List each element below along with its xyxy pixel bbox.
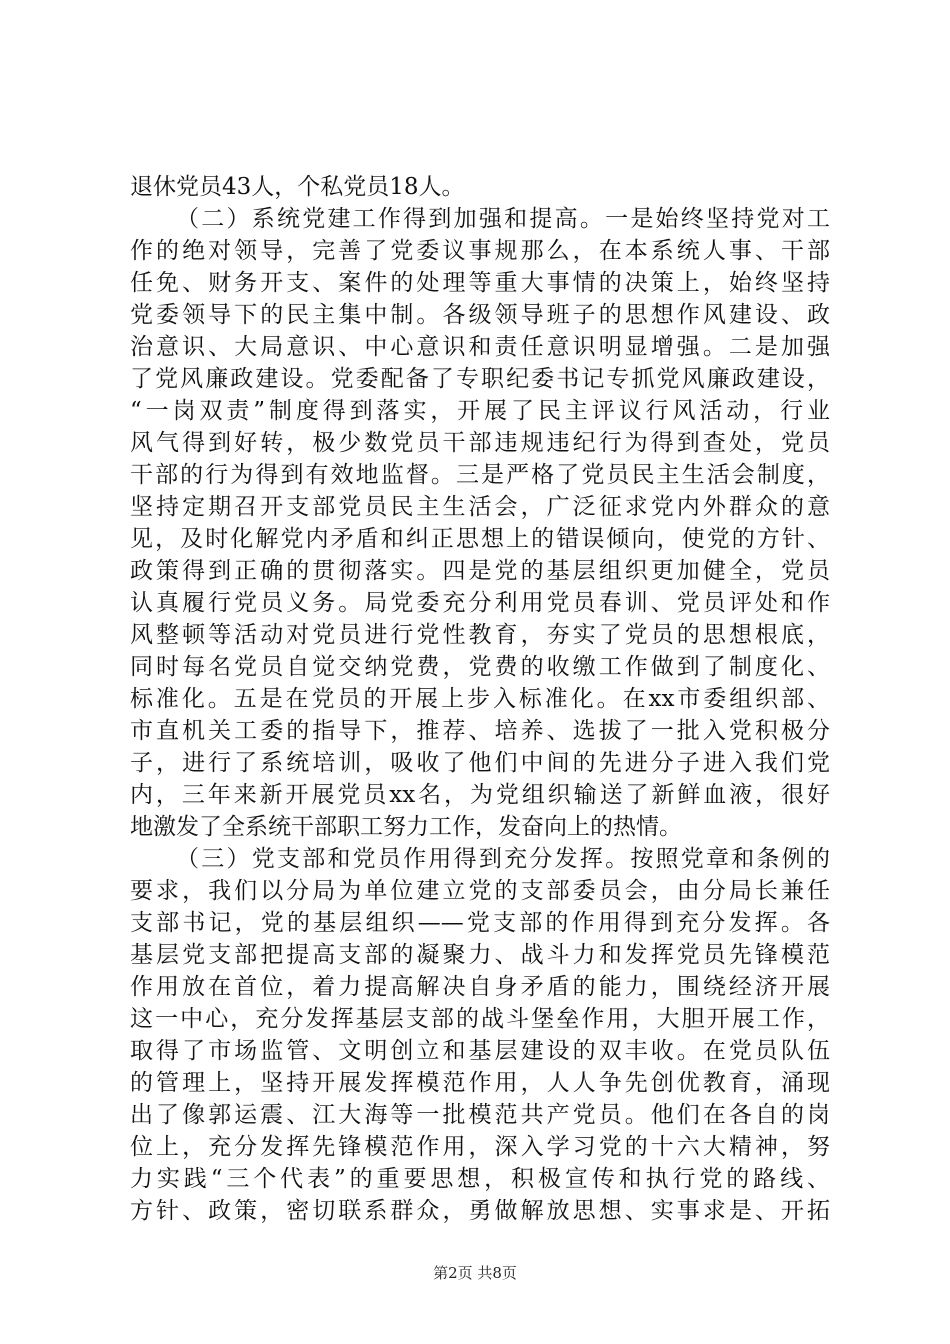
text-line: 坚持定期召开支部党员民主生活会，广泛征求党内外群众的意 <box>130 494 830 520</box>
text-line: 这一中心，充分发挥基层支部的战斗堡垒作用，大胆开展工作， <box>130 1006 830 1032</box>
text-line: 了党风廉政建设。党委配备了专职纪委书记专抓党风廉政建设， <box>130 366 830 392</box>
text-line: 的管理上，坚持开展发挥模范作用，人人争先创优教育，涌现 <box>130 1070 830 1096</box>
text-line: 作的绝对领导，完善了党委议事规那么，在本系统人事、干部 <box>130 238 830 264</box>
text-line: 市直机关工委的指导下，推荐、培养、选拔了一批入党积极分 <box>130 718 830 744</box>
text-line: 方针、政策，密切联系群众，勇做解放思想、实事求是、开拓 <box>130 1198 830 1224</box>
text-line: 同时每名党员自觉交纳党费，党费的收缴工作做到了制度化、 <box>130 654 830 680</box>
text-line: 任免、财务开支、案件的处理等重大事情的决策上，始终坚持 <box>130 270 830 296</box>
text-line: 力实践“三个代表”的重要思想，积极宣传和执行党的路线、 <box>130 1166 830 1192</box>
text-line: 见，及时化解党内矛盾和纠正思想上的错误倾向，使党的方针、 <box>130 526 830 552</box>
paragraph-start-line: （三）党支部和党员作用得到充分发挥。按照党章和条例的 <box>176 846 830 872</box>
paragraph-start-line: （二）系统党建工作得到加强和提高。一是始终坚持党对工 <box>176 206 830 232</box>
body-text <box>130 171 830 1227</box>
text-line: 取得了市场监管、文明创立和基层建设的双丰收。在党员队伍 <box>130 1038 830 1064</box>
text-line: 基层党支部把提高支部的凝聚力、战斗力和发挥党员先锋模范 <box>130 942 830 968</box>
text-line: 风整顿等活动对党员进行党性教育，夯实了党员的思想根底， <box>130 622 830 648</box>
text-line: 政策得到正确的贯彻落实。四是党的基层组织更加健全，党员 <box>130 558 830 584</box>
text-line: 退休党员43人，个私党员18人。 <box>130 174 465 200</box>
text-line: 支部书记，党的基层组织——党支部的作用得到充分发挥。各 <box>130 910 830 936</box>
page-number-footer: 第2页 共8页 <box>433 1264 517 1282</box>
text-line: 干部的行为得到有效地监督。三是严格了党员民主生活会制度， <box>130 462 830 488</box>
text-line: 党委领导下的民主集中制。各级领导班子的思想作风建设、政 <box>130 302 830 328</box>
text-line: 作用放在首位，着力提高解决自身矛盾的能力，围绕经济开展 <box>130 974 830 1000</box>
text-line: 出了像郭运震、江大海等一批模范共产党员。他们在各自的岗 <box>130 1102 830 1128</box>
text-line: 内，三年来新开展党员xx名，为党组织输送了新鲜血液，很好 <box>130 782 830 808</box>
text-line: 要求，我们以分局为单位建立党的支部委员会，由分局长兼任 <box>130 878 830 904</box>
text-line: 认真履行党员义务。局党委充分利用党员春训、党员评处和作 <box>130 590 830 616</box>
text-line: 标准化。五是在党员的开展上步入标准化。在xx市委组织部、 <box>130 686 830 712</box>
text-line: 地激发了全系统干部职工努力工作，发奋向上的热情。 <box>130 814 682 840</box>
text-line: 治意识、大局意识、中心意识和责任意识明显增强。二是加强 <box>130 334 830 360</box>
text-line: 风气得到好转，极少数党员干部违规违纪行为得到查处，党员 <box>130 430 830 456</box>
text-line: “一岗双责”制度得到落实，开展了民主评议行风活动，行业 <box>130 398 830 424</box>
text-line: 位上，充分发挥先锋模范作用，深入学习党的十六大精神，努 <box>130 1134 830 1160</box>
text-line: 子，进行了系统培训，吸收了他们中间的先进分子进入我们党 <box>130 750 830 776</box>
